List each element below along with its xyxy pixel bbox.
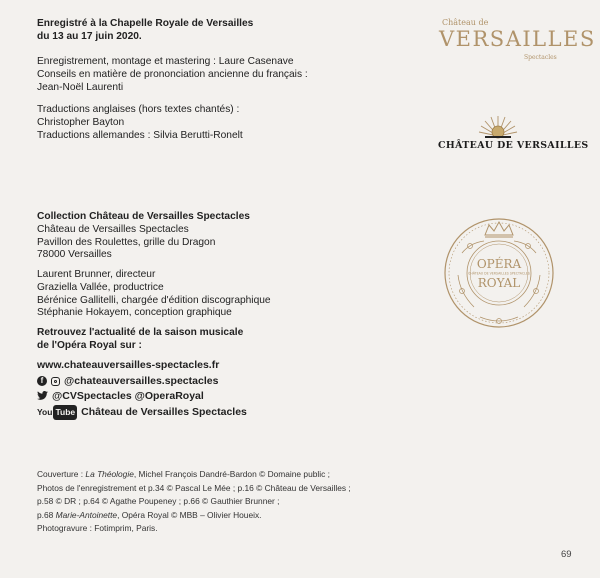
staff-line-4: Stéphanie Hokayem, conception graphique bbox=[37, 307, 232, 319]
instagram-icon[interactable] bbox=[51, 377, 60, 386]
collection-info bbox=[37, 211, 250, 262]
versailles-spectacles-logo: Château de VERSAILLES Spectacles bbox=[439, 18, 596, 61]
credits bbox=[37, 56, 308, 94]
staff-line-2: Graziella Vallée, productrice bbox=[37, 281, 164, 293]
translations-line-3: Traductions allemandes : Silvia Berutti-Ronelt bbox=[37, 129, 243, 141]
svg-text:CHÂTEAU DE VERSAILLES SPECTACL: CHÂTEAU DE VERSAILLES SPECTACLES bbox=[468, 271, 530, 276]
address-line-2: Pavillon des Roulettes, grille du Dragon bbox=[37, 236, 216, 248]
credits-photogravure: Photogravure : Fotimprim, Paris. bbox=[37, 523, 158, 533]
youtube-link[interactable] bbox=[37, 405, 247, 421]
address-line-1: Château de Versailles Spectacles bbox=[37, 223, 189, 235]
follow-line-1: Retrouvez l'actualité de la saison musicale bbox=[37, 327, 244, 338]
follow-heading bbox=[37, 327, 243, 353]
staff-list bbox=[37, 269, 271, 320]
youtube-channel[interactable]: Château de Versailles Spectacles bbox=[81, 405, 247, 418]
credits-cover: Couverture : La Théologie, Michel François Dandré-Bardon © Domaine public ; bbox=[37, 469, 330, 479]
credits-photos: Photos de l'enregistrement et p.34 © Pascal Le Mée ; p.16 © Château de Versailles ; bbox=[37, 482, 351, 493]
youtube-icon[interactable]: You Tube bbox=[37, 405, 77, 421]
svg-text:OPÉRA: OPÉRA bbox=[476, 257, 522, 271]
links bbox=[37, 358, 247, 420]
address-line-3: 78000 Versailles bbox=[37, 249, 112, 261]
recording-line-1: Enregistré à la Chapelle Royale de Versailles bbox=[37, 18, 254, 29]
recording-info bbox=[37, 18, 253, 44]
credits-line-3: Jean-Noël Laurenti bbox=[37, 81, 124, 93]
facebook-instagram-link[interactable] bbox=[37, 374, 247, 390]
website-link[interactable] bbox=[37, 358, 247, 374]
credits-p68: p.68 Marie-Antoinette, Opéra Royal © MBB – Olivier Houeix. bbox=[37, 509, 262, 520]
credits-line-1: Enregistrement, montage et mastering : Laure Casenave bbox=[37, 56, 294, 67]
credits-pages: p.58 © DR ; p.64 © Agathe Poupeney ; p.66 © Gauthier Brunner ; bbox=[37, 496, 280, 506]
twitter-icon[interactable] bbox=[37, 391, 48, 403]
opera-royal-medallion bbox=[440, 213, 558, 331]
twitter-handles[interactable]: @CVSpectacles @OperaRoyal bbox=[52, 390, 204, 403]
translations-line-2: Christopher Bayton bbox=[37, 116, 125, 128]
website-url[interactable]: www.chateauversailles-spectacles.fr bbox=[37, 359, 220, 371]
credits-line-2: Conseils en matière de prononciation ancienne du français : bbox=[37, 68, 308, 80]
facebook-icon[interactable]: f bbox=[37, 376, 47, 386]
staff-line-1: Laurent Brunner, directeur bbox=[37, 269, 156, 280]
follow-line-2: de l'Opéra Royal sur : bbox=[37, 339, 142, 351]
collection-title: Collection Château de Versailles Spectacles bbox=[37, 211, 250, 222]
twitter-link[interactable] bbox=[37, 389, 247, 405]
sun-emblem-icon bbox=[436, 112, 560, 142]
facebook-instagram-handle[interactable]: @chateauversailles.spectacles bbox=[64, 374, 219, 387]
chateau-versailles-logo: CHÂTEAU DE VERSAILLES bbox=[436, 112, 560, 154]
recording-line-2: du 13 au 17 juin 2020. bbox=[37, 30, 142, 42]
svg-text:ROYAL: ROYAL bbox=[477, 276, 521, 290]
staff-line-3: Bérénice Gallitelli, chargée d'édition discographique bbox=[37, 294, 271, 306]
translations-line-1: Traductions anglaises (hors textes chantés) : bbox=[37, 104, 240, 115]
translations bbox=[37, 104, 243, 142]
page-number: 69 bbox=[561, 549, 572, 560]
photo-credits bbox=[37, 468, 351, 536]
